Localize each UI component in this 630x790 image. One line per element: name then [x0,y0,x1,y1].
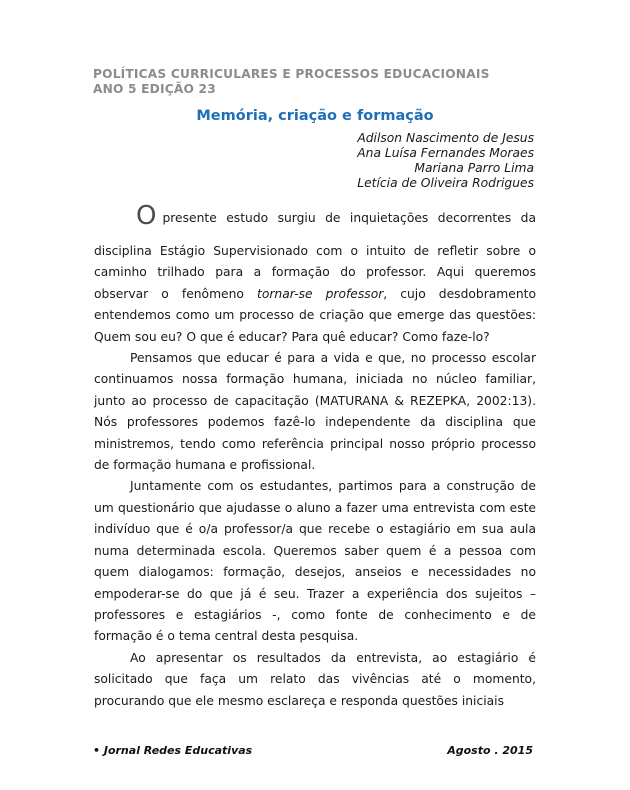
italic-term: tornar-se professor [257,286,384,301]
header-issue: ANO 5 EDIÇÃO 23 [93,82,216,96]
article-title: Memória, criação e formação [196,108,434,124]
paragraph-1-text-a: disciplina Estágio Supervisionado com o intuito de refletir sobre o caminho trilhado para a formação do professor. Aqui queremos observar o fenômeno [94,244,536,301]
article-body [94,201,536,712]
first-line-text: presente estudo surgiu de inquietações decorrentes da [162,211,536,225]
drop-cap: O [136,201,157,231]
author-name: Ana Luísa Fernandes Moraes [357,146,534,160]
paragraph-4: Ao apresentar os resultados da entrevista, ao estagiário é solicitado que faça um relato das vivências até o momento, procurando que ele mesmo esclareça e responda questões iniciais [94,650,536,708]
author-name: Adilson Nascimento de Jesus [357,131,534,145]
paragraph-2: Pensamos que educar é para a vida e que, no processo escolar continuamos nossa formação humana, iniciada no núcleo familiar, junto ao processo de capacitação (MATURANA & REZEPKA, 2002:13). Nós professores podemos fazê-lo independente da disciplina que ministremos, tendo como referência principal nosso próprio processo de formação humana e profissional. [94,351,536,473]
footer-date: Agosto . 2015 [447,744,533,757]
first-line [94,201,536,241]
author-name: Letícia de Oliveira Rodrigues [357,176,534,190]
footer-journal-name: • Jornal Redes Educativas [93,744,253,757]
author-name: Mariana Parro Lima [414,161,534,175]
author-list [357,131,534,191]
paragraph-1-text-b: , cujo desdobramento entendemos como um processo de criação que emerge das questões: Quem sou eu? O que é educar? Para quê educar? Como faze-lo? [94,286,536,344]
paragraph-1 [94,201,536,348]
header-section-title: POLÍTICAS CURRICULARES E PROCESSOS EDUCACIONAIS [93,67,490,81]
paragraph-3: Juntamente com os estudantes, partimos para a construção de um questionário que ajudasse o aluno a fazer uma entrevista com este indivíduo que é o/a professor/a que recebe o estagiário em sua aula numa determinada escola. Queremos saber quem é a pessoa com quem dialogamos: formação, desejos, anseios e necessidades no empoderar-se do que já é seu. Trazer a experiência dos sujeitos – professores e estagiários -, como fonte de conhecimento e de formação é o tema central desta pesquisa. [94,479,536,644]
journal-header [93,67,553,97]
